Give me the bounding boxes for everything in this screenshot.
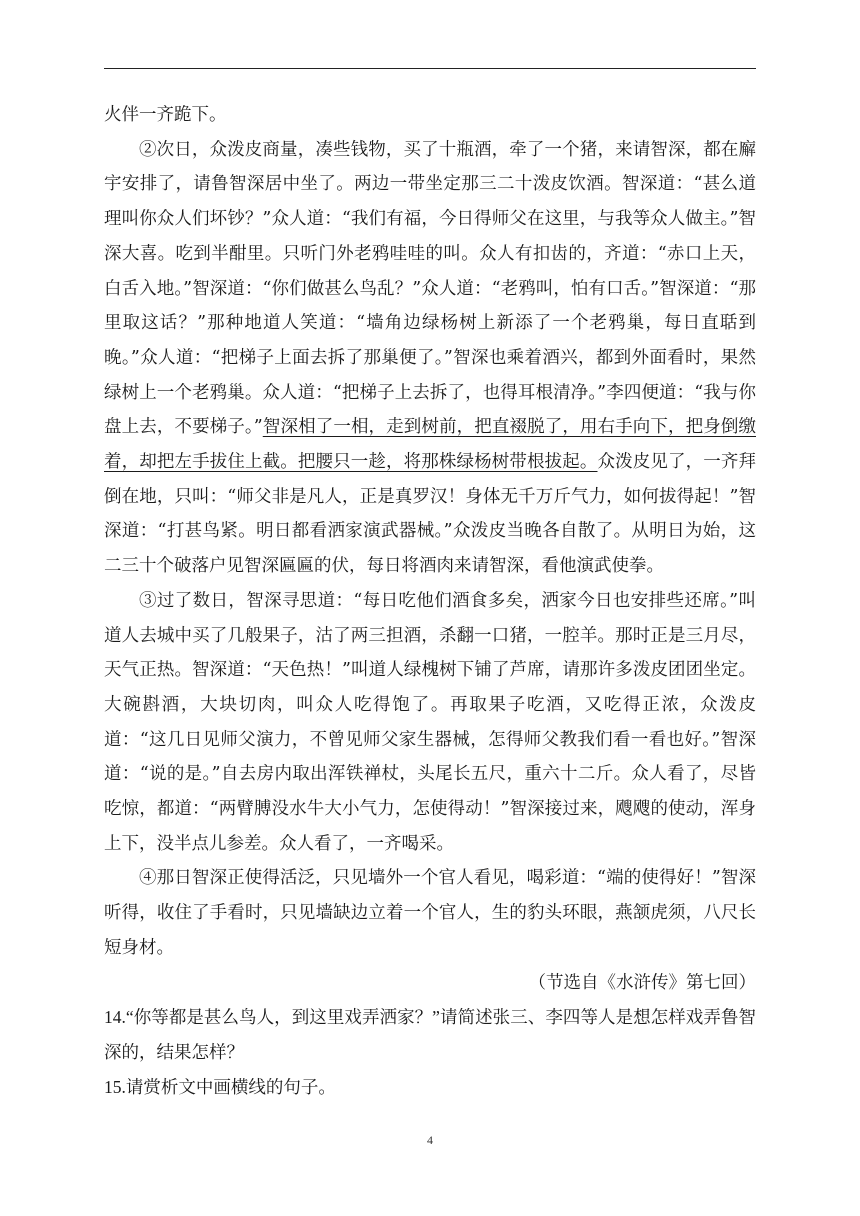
passage-paragraph-2: [104, 133, 756, 584]
source-citation: （节选自《水浒传》第七回）: [528, 972, 756, 993]
document-body: [104, 98, 756, 1104]
question-15: 15.请赏析文中画横线的句子。: [104, 1076, 336, 1097]
paragraph-2-text-a: ②次日，众泼皮商量，凑些钱物，买了十瓶酒，牵了一个猪，来请智深，都在廨宇安排了，请鲁智深居中坐了。两边一带坐定那三二十泼皮饮酒。智深道：“甚么道理叫你众人们坏钞？”众人道：“我们有福，今日得师父在这里，与我等众人做主。”智深大喜。吃到半酣里。只听门外老鸦哇哇的叫。众人有扣齿的，齐道：“赤口上天，白舌入地。”智深道：“你们做甚么鸟乱？”众人道：“老鸦叫，怕有口舌。”智深道：“那里取这话？”那种地道人笑道：“墙角边绿杨树上新添了一个老鸦巢，每日直聒到晚。”众人道：“把梯子上面去拆了那巢便了。”智深也乘着酒兴，都到外面看时，果然绿树上一个老鸦巢。众人道：“把梯子上去拆了，也得耳根清净。”李四便道：“我与你盘上去，不要梯子。”: [104, 139, 756, 438]
paragraph-2-text-b: 众泼皮见了，一齐拜倒在地，只叫：“师父非是凡人，正是真罗汉！身体无千万斤气力，如何拔得起！”智深道：“打甚鸟紧。明日都看洒家演武器械。”众泼皮当晚各自散了。从明日为始，这二三十个破落户见智深匾匾的伏，每日将酒肉来请智深，看他演武使拳。: [104, 452, 756, 577]
underlined-sentence: 智深相了一相，走到树前，把直裰脱了，用右手向下，把身倒缴着，却把左手拔住上截。把腰只一趁，将那株绿杨树带根拔起。: [104, 417, 756, 473]
passage-paragraph-3: ③过了数日，智深寻思道：“每日吃他们酒食多矣，洒家今日也安排些还席。”叫道人去城中买了几般果子，沽了两三担酒，杀翻一口猪，一腔羊。那时正是三月尽，天气正热。智深道：“天色热！”叫道人绿槐树下铺了芦席，请那许多泼皮团团坐定。大碗斟酒，大块切肉，叫众人吃得饱了。再取果子吃酒，又吃得正浓，众泼皮道：“这几日见师父演力，不曾见师父家生器械，怎得师父教我们看一看也好。”智深道：“说的是。”自去房内取出浑铁禅杖，头尾长五尺，重六十二斤。众人看了，尽皆吃惊，都道：“两臂膊没水牛大小气力，怎使得动！”智深接过来，飕飕的使动，浑身上下，没半点儿参差。众人看了，一齐喝采。: [104, 590, 756, 854]
passage-paragraph-4: ④那日智深正使得活泛，只见墙外一个官人看见，喝彩道：“端的使得好！”智深听得，收住了手看时，只见墙缺边立着一个官人，生的豹头环眼，燕颔虎须，八尺长短身材。: [104, 868, 756, 958]
header-rule: [104, 68, 756, 69]
page-number: 4: [427, 1133, 433, 1147]
passage-continuation: 火伴一齐跪下。: [104, 105, 227, 125]
question-14: 14.“你等都是甚么鸟人，到这里戏弄洒家？”请简述张三、李四等人是想怎样戏弄鲁智深的，结果怎样？: [104, 1007, 756, 1062]
